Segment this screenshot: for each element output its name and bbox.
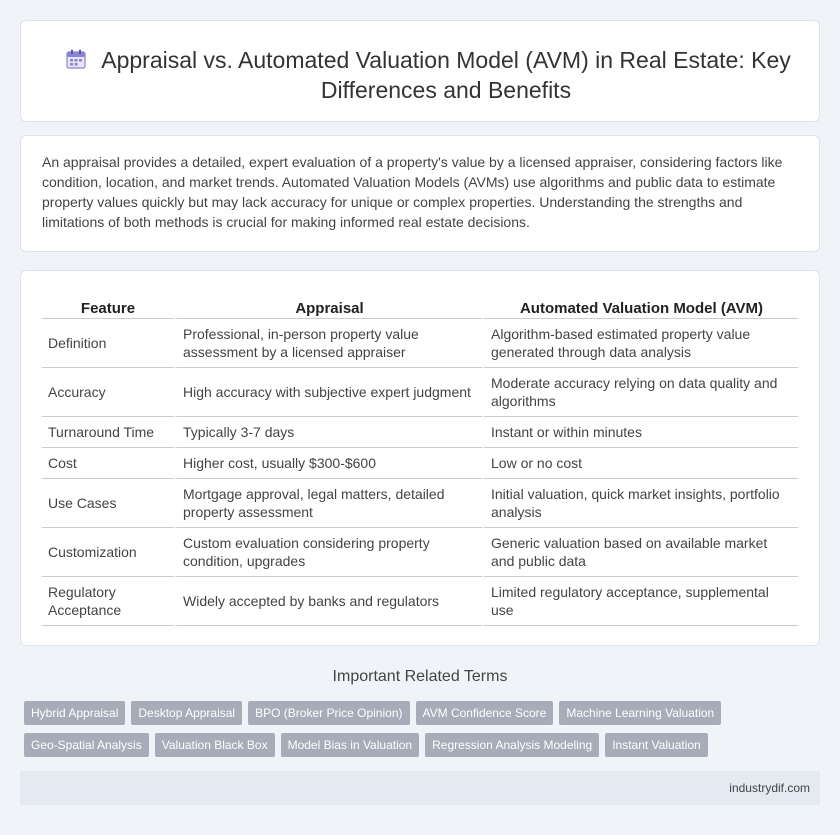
title-card (20, 20, 820, 122)
table-row (42, 417, 798, 448)
footer (20, 771, 820, 805)
header-avm: Automated Valuation Model (AVM) (482, 295, 798, 319)
header-appraisal: Appraisal (174, 295, 482, 319)
table-row (42, 319, 798, 368)
appraisal-cell: Higher cost, usually $300-$600 (174, 448, 482, 479)
related-terms-tags (24, 701, 824, 765)
tag-row (24, 701, 824, 733)
avm-cell: Low or no cost (482, 448, 798, 479)
tag-row (24, 733, 824, 765)
tag-desktop-appraisal[interactable]: Desktop Appraisal (131, 701, 242, 725)
header-feature: Feature (42, 295, 174, 319)
table-header-row (42, 295, 798, 319)
tag-hybrid-appraisal[interactable]: Hybrid Appraisal (24, 701, 125, 725)
feature-cell: Use Cases (42, 479, 174, 528)
tag-geo-spatial-analysis[interactable]: Geo-Spatial Analysis (24, 733, 149, 757)
tag-avm-confidence-score[interactable]: AVM Confidence Score (416, 701, 554, 725)
table-row (42, 528, 798, 577)
feature-cell: Cost (42, 448, 174, 479)
avm-cell: Instant or within minutes (482, 417, 798, 448)
avm-cell: Generic valuation based on available market and public data (482, 528, 798, 577)
avm-cell: Moderate accuracy relying on data quality and algorithms (482, 368, 798, 417)
comparison-table (42, 295, 798, 626)
appraisal-cell: Widely accepted by banks and regulators (174, 577, 482, 626)
avm-cell: Initial valuation, quick market insights, portfolio analysis (482, 479, 798, 528)
avm-cell: Limited regulatory acceptance, supplemental use (482, 577, 798, 626)
page-title: Appraisal vs. Automated Valuation Model (AVM) in Real Estate: Key Differences and Benefits (101, 47, 791, 103)
appraisal-cell: Custom evaluation considering property condition, upgrades (174, 528, 482, 577)
related-terms-heading: Important Related Terms (332, 668, 508, 685)
footer-site-link[interactable]: industrydif.com (729, 781, 810, 795)
feature-cell: Customization (42, 528, 174, 577)
table-row (42, 368, 798, 417)
tag-instant-valuation[interactable]: Instant Valuation (605, 733, 708, 757)
feature-cell: Regulatory Acceptance (42, 577, 174, 626)
comparison-card (20, 270, 820, 646)
tag-bpo[interactable]: BPO (Broker Price Opinion) (248, 701, 409, 725)
tag-model-bias[interactable]: Model Bias in Valuation (281, 733, 420, 757)
feature-cell: Definition (42, 319, 174, 368)
appraisal-cell: Professional, in-person property value assessment by a licensed appraiser (174, 319, 482, 368)
table-row (42, 448, 798, 479)
intro-card (20, 135, 820, 252)
feature-cell: Turnaround Time (42, 417, 174, 448)
tag-regression-analysis[interactable]: Regression Analysis Modeling (425, 733, 599, 757)
appraisal-cell: Mortgage approval, legal matters, detailed property assessment (174, 479, 482, 528)
feature-cell: Accuracy (42, 368, 174, 417)
tag-valuation-black-box[interactable]: Valuation Black Box (155, 733, 275, 757)
tag-machine-learning-valuation[interactable]: Machine Learning Valuation (559, 701, 721, 725)
avm-cell: Algorithm-based estimated property value generated through data analysis (482, 319, 798, 368)
appraisal-cell: High accuracy with subjective expert judgment (174, 368, 482, 417)
intro-paragraph: An appraisal provides a detailed, expert evaluation of a property's value by a licensed appraiser, considering factors like condition, location, and market trends. Automated Valuation Models (AVMs) use algorithms and public data to estimate property values quickly but may lack accuracy for unique or complex properties. Understanding the strengths and limitations of both methods is crucial for making informed real estate decisions. (42, 154, 783, 230)
appraisal-cell: Typically 3-7 days (174, 417, 482, 448)
table-row (42, 577, 798, 626)
table-row (42, 479, 798, 528)
